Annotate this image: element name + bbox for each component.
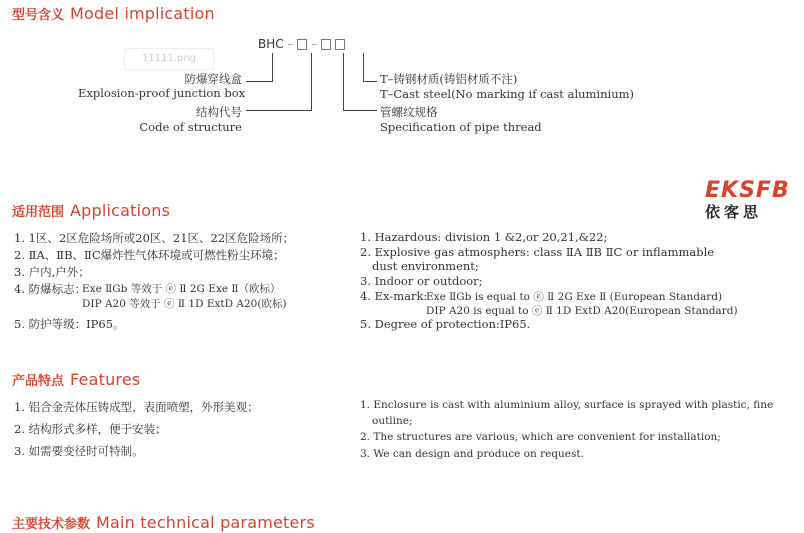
connector-line xyxy=(246,81,273,82)
app-en-2b: dust environment; xyxy=(372,259,479,273)
label-junction-box-en: Explosion-proof junction box xyxy=(78,86,246,100)
title-en: Applications xyxy=(70,201,171,220)
app-en-mark-1: Exe ⅡGb is equal to ⓔ Ⅱ 2G Exe Ⅱ (European Standard) xyxy=(426,291,723,303)
section-title-params xyxy=(12,513,315,532)
title-cn: 主要技术参数 xyxy=(12,517,91,532)
feature-en-1: 1. Enclosure is cast with aluminium alloy, surface is sprayed with plastic, fine xyxy=(360,399,774,411)
code-box-3 xyxy=(335,39,345,50)
title-cn: 适用范围 xyxy=(12,205,65,220)
connector-line xyxy=(363,81,377,82)
image-placeholder: 11111.png xyxy=(124,48,214,70)
section-title-model xyxy=(12,4,215,23)
app-en-3: 3. Indoor or outdoor; xyxy=(360,274,483,288)
app-en-4: 4. Ex-mark: xyxy=(360,289,428,303)
label-cast-steel-cn: T–铸钢材质(铸铝材质不注) xyxy=(380,72,518,86)
title-cn: 产品特点 xyxy=(12,374,65,389)
app-en-2: 2. Explosive gas atmosphers: class ⅡA ⅡB ⅡC or inflammable xyxy=(360,245,715,259)
app-cn-mark-2: DIP A20 等效于 ⓔ Ⅱ 1D ExtD A20(欧标) xyxy=(82,298,287,310)
section-title-features xyxy=(12,370,140,389)
label-cast-steel-en: T–Cast steel(No marking if cast aluminium) xyxy=(380,87,634,101)
section-title-applications xyxy=(12,201,170,220)
app-cn-3: 3. 户内,户外； xyxy=(14,265,90,279)
dash: – xyxy=(287,37,294,51)
logo-text-cn: 依客思 xyxy=(705,203,763,221)
app-en-mark-2: DIP A20 is equal to ⓔ Ⅱ 1D ExtD A20(European Standard) xyxy=(426,305,738,317)
connector-line xyxy=(311,53,312,111)
app-cn-5: 5. 防护等级：IP65。 xyxy=(14,317,125,331)
code-prefix: BHC xyxy=(258,37,284,51)
app-cn-2: 2. ⅡA、ⅡB、ⅡC爆炸性气体环境或可燃性粉尘环境； xyxy=(14,248,285,262)
title-en: Model implication xyxy=(70,4,215,23)
connector-line xyxy=(363,53,364,82)
app-en-5: 5. Degree of protection:IP65. xyxy=(360,317,531,331)
title-cn: 型号含义 xyxy=(12,8,65,23)
feature-cn-1: 1. 铝合金壳体压铸成型，表面喷塑，外形美观； xyxy=(14,400,259,414)
app-en-1: 1. Hazardous: division 1 &2,or 20,21,&22; xyxy=(360,230,608,244)
label-thread-en: Specification of pipe thread xyxy=(380,120,542,134)
connector-line xyxy=(343,110,377,111)
dash: – xyxy=(311,37,318,51)
label-structure-cn: 结构代号 xyxy=(196,105,242,119)
model-code xyxy=(258,37,345,51)
label-junction-box-cn: 防爆穿线盒 xyxy=(184,72,242,86)
title-en: Main technical parameters xyxy=(96,513,315,532)
feature-cn-3: 3. 如需要变径时可特制。 xyxy=(14,444,144,458)
title-en: Features xyxy=(70,370,141,389)
app-cn-4: 4. 防爆标志： xyxy=(14,282,87,296)
code-box-1 xyxy=(297,39,307,50)
feature-en-3: 3. We can design and produce on request. xyxy=(360,448,584,460)
connector-line xyxy=(272,53,273,82)
label-thread-cn: 管螺纹规格 xyxy=(380,105,438,119)
connector-line xyxy=(343,53,344,111)
feature-en-1b: outline; xyxy=(372,415,413,427)
connector-line xyxy=(246,110,312,111)
feature-cn-2: 2. 结构形式多样，便于安装； xyxy=(14,422,167,436)
logo-text: EKSFB xyxy=(705,178,790,203)
feature-en-2: 2. The structures are various, which are convenient for installation; xyxy=(360,431,721,443)
code-box-2 xyxy=(321,39,331,50)
app-cn-1: 1. 1区、2区危险场所或20区、21区、22区危险场所； xyxy=(14,231,295,245)
label-structure-en: Code of structure xyxy=(139,120,242,134)
brand-logo xyxy=(705,178,797,222)
app-cn-mark-1: Exe ⅡGb 等效于 ⓔ Ⅱ 2G Exe Ⅱ（欧标） xyxy=(82,283,281,295)
